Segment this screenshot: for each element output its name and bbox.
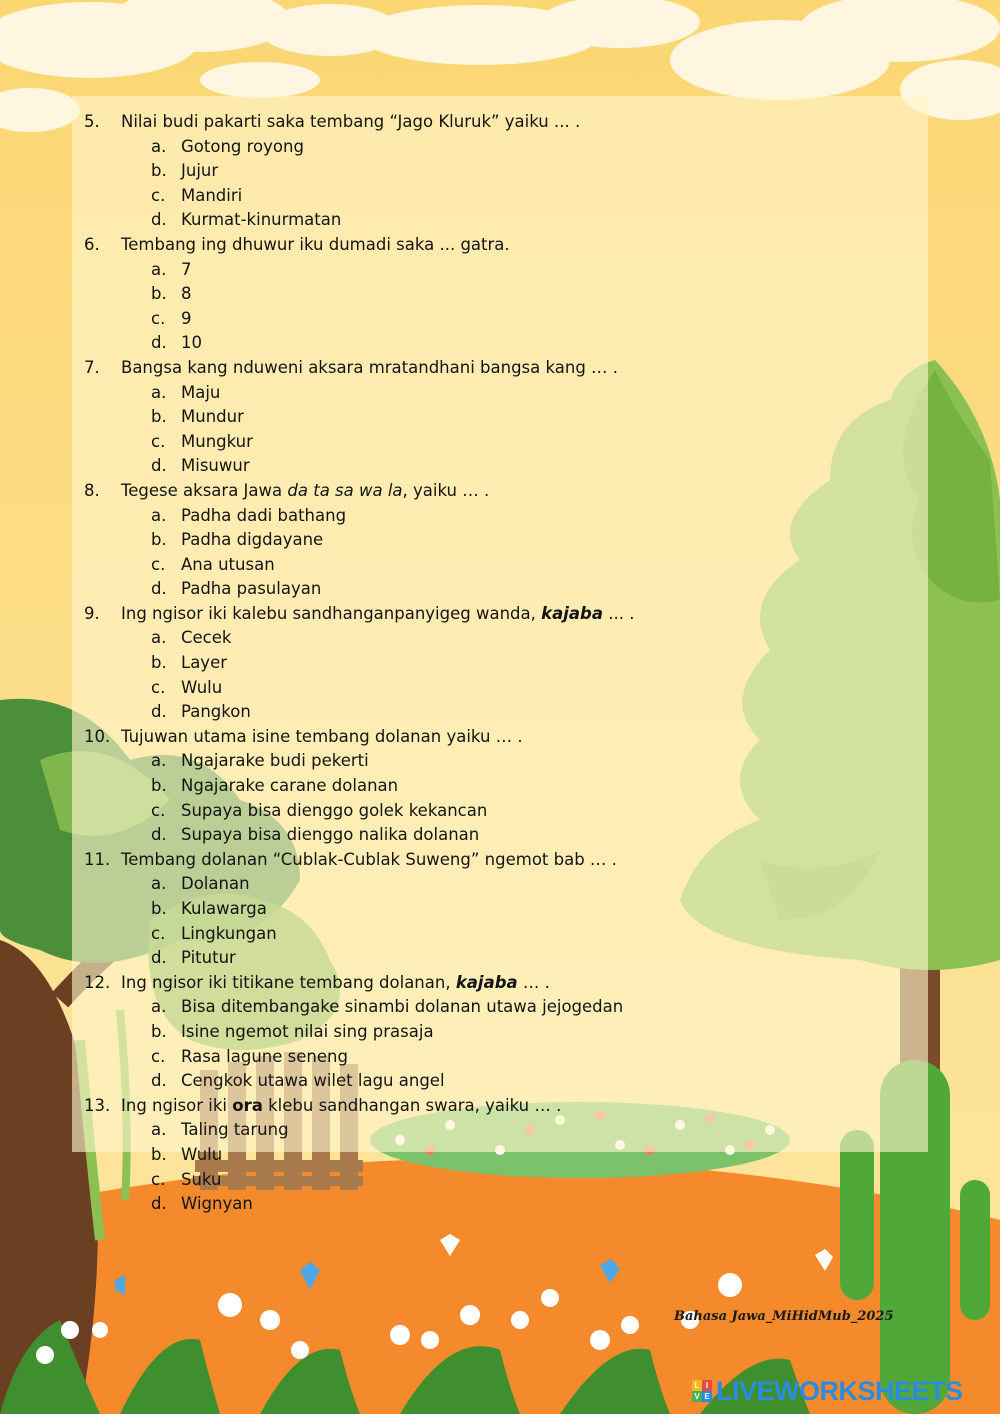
answer-option[interactable] <box>84 1020 904 1045</box>
option-text: Kurmat-kinurmatan <box>181 210 342 230</box>
option-letter: b. <box>151 653 167 673</box>
question-text <box>121 233 510 258</box>
question-text-part: Nilai budi pakarti saka tembang “Jago Kluruk” yaiku ... . <box>121 112 581 131</box>
option-letter: d. <box>151 210 167 230</box>
option-letter: b. <box>151 1021 167 1041</box>
option-text: Mundur <box>181 407 244 427</box>
answer-option[interactable] <box>84 430 904 455</box>
question-list <box>84 110 904 1217</box>
answer-option[interactable] <box>84 676 904 701</box>
answer-option[interactable] <box>84 307 904 332</box>
question-7 <box>84 971 904 996</box>
question-text-part: ... . <box>602 603 635 623</box>
answer-option[interactable] <box>84 184 904 209</box>
option-text: Supaya bisa dienggo nalika dolanan <box>181 825 480 845</box>
option-letter: b. <box>151 161 167 181</box>
option-text: Padha dadi bathang <box>181 505 347 525</box>
option-text: Misuwur <box>181 456 250 476</box>
option-letter: c. <box>151 923 166 943</box>
brand-name: LIVEWORKSHEETS <box>716 1375 963 1406</box>
logo-tile: I <box>702 1380 712 1391</box>
answer-option[interactable] <box>84 1045 904 1070</box>
question-text-part: klebu sandhangan swara, yaiku … . <box>262 1095 562 1115</box>
option-letter: d. <box>151 579 167 599</box>
question-text <box>121 110 580 135</box>
answer-option[interactable] <box>84 626 904 651</box>
option-text: Bisa ditembangake sinambi dolanan utawa jejogedan <box>181 997 624 1017</box>
question-0 <box>84 110 904 135</box>
option-text: Rasa lagune seneng <box>181 1046 348 1066</box>
answer-option[interactable] <box>84 799 904 824</box>
option-text: 9 <box>181 308 192 328</box>
answer-option[interactable] <box>84 258 904 283</box>
question-number: 6. <box>84 234 100 254</box>
question-text-part: kajaba <box>541 603 603 623</box>
option-letter: c. <box>151 431 166 451</box>
answer-option[interactable] <box>84 897 904 922</box>
option-text: Cecek <box>181 628 232 648</box>
option-text: Pangkon <box>181 702 251 722</box>
question-number: 11. <box>84 849 111 869</box>
option-letter: a. <box>151 1120 167 1140</box>
question-text-part: Ing ngisor iki kalebu sandhanganpanyigeg wanda, <box>121 603 542 623</box>
option-text: Padha pasulayan <box>181 579 322 599</box>
option-text: Cengkok utawa wilet lagu angel <box>181 1071 445 1091</box>
question-number: 7. <box>84 357 100 377</box>
option-letter: b. <box>151 899 167 918</box>
option-letter: c. <box>151 1046 166 1066</box>
option-text: Wulu <box>181 1144 223 1164</box>
answer-option[interactable] <box>84 135 904 160</box>
option-letter: c. <box>151 308 166 328</box>
option-text: Ngajarake budi pekerti <box>181 751 369 771</box>
author-signature: Bahasa Jawa_MiHidMub_2025 <box>674 1309 894 1324</box>
option-text: Mandiri <box>181 185 243 205</box>
question-number: 13. <box>84 1095 111 1115</box>
option-letter: d. <box>151 333 167 353</box>
option-text: 7 <box>181 259 192 279</box>
answer-option[interactable] <box>84 823 904 848</box>
option-text: Jujur <box>181 161 219 181</box>
option-letter: a. <box>151 259 167 279</box>
option-text: Lingkungan <box>181 923 277 943</box>
option-letter: b. <box>151 284 167 304</box>
answer-option[interactable] <box>84 774 904 799</box>
option-letter: d. <box>151 456 167 476</box>
question-number: 12. <box>84 972 111 992</box>
answer-option[interactable] <box>84 454 904 479</box>
option-text: Ana utusan <box>181 554 275 574</box>
option-letter: b. <box>151 407 167 427</box>
answer-option[interactable] <box>84 995 904 1020</box>
question-number: 5. <box>84 112 100 131</box>
answer-option[interactable] <box>84 528 904 553</box>
answer-option[interactable] <box>84 946 904 971</box>
question-text-part: da ta sa wa la <box>287 480 403 500</box>
option-letter: b. <box>151 1144 167 1164</box>
option-text: Padha digdayane <box>181 530 324 550</box>
option-letter: c. <box>151 800 166 820</box>
question-text <box>121 1094 561 1119</box>
answer-option[interactable] <box>84 1192 904 1217</box>
logo-tile: L <box>692 1380 702 1391</box>
logo-tile: V <box>692 1391 702 1402</box>
option-letter: a. <box>151 874 167 894</box>
question-2 <box>84 356 904 381</box>
option-letter: a. <box>151 136 167 156</box>
option-letter: b. <box>151 776 167 796</box>
answer-option[interactable] <box>84 1168 904 1193</box>
option-text: Wignyan <box>181 1194 253 1214</box>
option-letter: a. <box>151 997 167 1017</box>
answer-option[interactable] <box>84 331 904 356</box>
option-letter: d. <box>151 702 167 722</box>
option-text: Maju <box>181 382 221 402</box>
answer-option[interactable] <box>84 651 904 676</box>
option-letter: d. <box>151 1071 167 1091</box>
question-number: 10. <box>84 726 111 746</box>
option-letter: a. <box>151 751 167 771</box>
option-text: Suku <box>181 1169 222 1189</box>
question-8 <box>84 1094 904 1119</box>
answer-option[interactable] <box>84 553 904 578</box>
liveworksheets-brand[interactable] <box>692 1376 963 1406</box>
question-text <box>121 725 523 750</box>
option-text: Mungkur <box>181 431 253 451</box>
question-text-part: Tembang ing dhuwur iku dumadi saka ... gatra. <box>121 234 510 254</box>
option-letter: b. <box>151 530 167 550</box>
question-text-part: , yaiku … . <box>402 480 490 500</box>
option-letter: a. <box>151 382 167 402</box>
option-letter: d. <box>151 825 167 845</box>
option-letter: a. <box>151 505 167 525</box>
answer-option[interactable] <box>84 159 904 184</box>
question-text-part: Ing ngisor iki titikane tembang dolanan, <box>121 972 456 992</box>
option-text: Layer <box>181 653 228 673</box>
option-letter: d. <box>151 1194 167 1214</box>
option-text: Gotong royong <box>181 136 304 156</box>
question-text <box>121 602 634 627</box>
option-letter: c. <box>151 677 166 697</box>
option-letter: c. <box>151 554 166 574</box>
question-text-part: Tegese aksara Jawa <box>121 480 288 500</box>
answer-option[interactable] <box>84 922 904 947</box>
answer-option[interactable] <box>84 1069 904 1094</box>
liveworksheets-logo-icon <box>692 1380 712 1402</box>
answer-option[interactable] <box>84 1118 904 1143</box>
question-text-part: ora <box>232 1095 263 1115</box>
option-letter: a. <box>151 628 167 648</box>
option-text: Taling tarung <box>181 1120 289 1140</box>
option-text: 8 <box>181 284 192 304</box>
answer-option[interactable] <box>84 282 904 307</box>
option-text: Pitutur <box>181 948 236 968</box>
option-text: 10 <box>181 333 202 353</box>
option-text: Kulawarga <box>181 899 267 918</box>
option-letter: c. <box>151 185 166 205</box>
question-text-part: kajaba <box>455 972 518 992</box>
question-6 <box>84 848 904 873</box>
question-text <box>121 848 617 873</box>
option-letter: d. <box>151 948 167 968</box>
answer-option[interactable] <box>84 577 904 602</box>
answer-option[interactable] <box>84 405 904 430</box>
answer-option[interactable] <box>84 504 904 529</box>
question-text-part: Tembang dolanan “Cublak-Cublak Suweng” ngemot bab … . <box>121 849 617 869</box>
question-text-part: Tujuwan utama isine tembang dolanan yaiku … . <box>121 726 523 746</box>
option-text: Wulu <box>181 677 223 697</box>
question-text-part: Ing ngisor iki <box>121 1095 233 1115</box>
question-3 <box>84 479 904 504</box>
question-text-part: … . <box>517 972 550 992</box>
question-text-part: Bangsa kang nduweni aksara mratandhani bangsa kang … . <box>121 357 619 377</box>
question-4 <box>84 602 904 627</box>
question-number: 8. <box>84 480 100 500</box>
answer-option[interactable] <box>84 1143 904 1168</box>
question-1 <box>84 233 904 258</box>
option-text: Ngajarake carane dolanan <box>181 776 399 796</box>
answer-option[interactable] <box>84 700 904 725</box>
answer-option[interactable] <box>84 208 904 233</box>
answer-option[interactable] <box>84 749 904 774</box>
logo-tile: E <box>702 1391 712 1402</box>
answer-option[interactable] <box>84 872 904 897</box>
answer-option[interactable] <box>84 381 904 406</box>
option-text: Isine ngemot nilai sing prasaja <box>181 1021 434 1041</box>
question-number: 9. <box>84 603 100 623</box>
option-text: Supaya bisa dienggo golek kekancan <box>181 800 488 820</box>
question-text <box>121 479 489 504</box>
option-letter: c. <box>151 1169 166 1189</box>
question-5 <box>84 725 904 750</box>
question-text <box>121 356 618 381</box>
option-text: Dolanan <box>181 874 250 894</box>
question-text <box>121 971 550 996</box>
